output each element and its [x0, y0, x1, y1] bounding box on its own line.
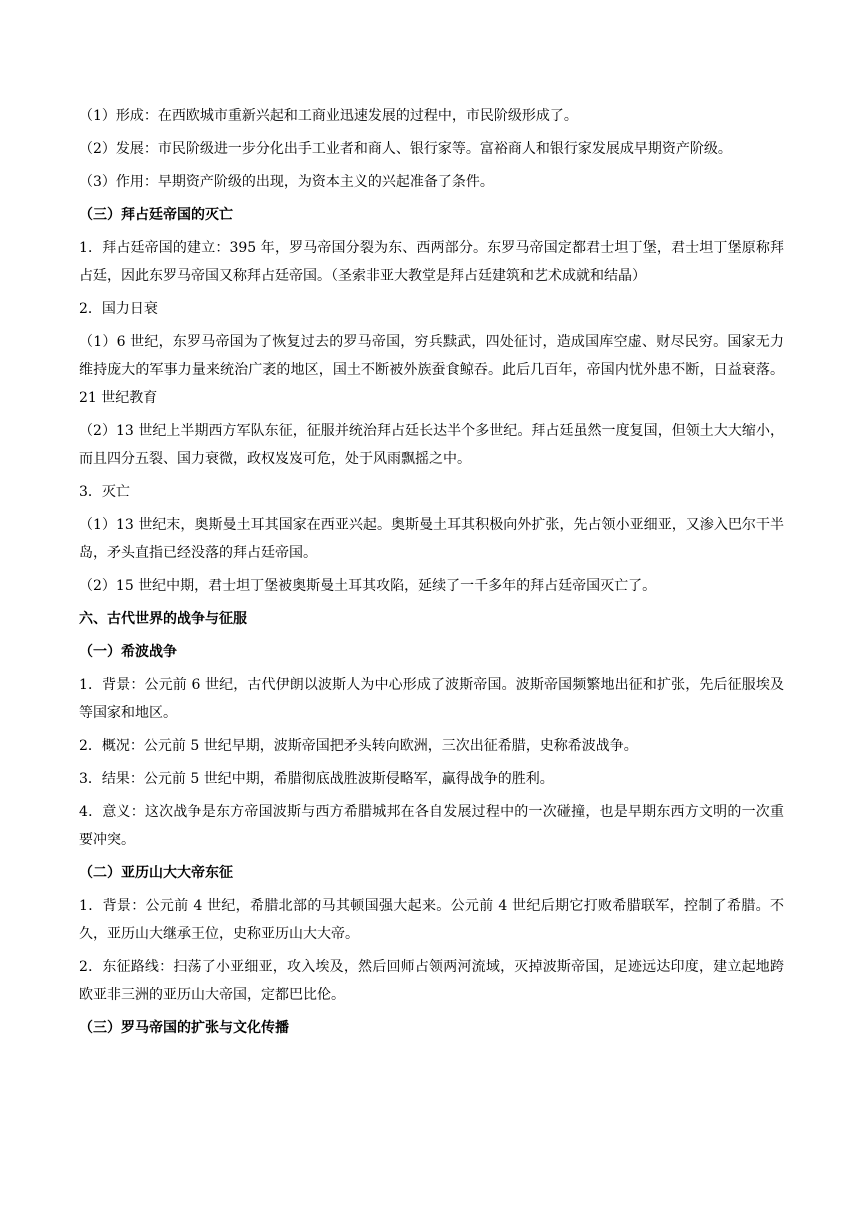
section-heading-roman-expansion: （三）罗马帝国的扩张与文化传播 [79, 1020, 289, 1036]
paragraph-decline-6th-century: （1）6 世纪，东罗马帝国为了恢复过去的罗马帝国，穷兵黩武，四处征讨，造成国库空虚、财尽民穷。国家无力维持庞大的军事力量来统治广袤的地区，国土不断被外族蚕食鲸吞。此后几百年，帝国内忧外患不断，日益衰落。21 世纪教育 [79, 334, 784, 406]
section-heading-byzantine-fall: （三）拜占廷帝国的灭亡 [79, 207, 233, 223]
paragraph-fall-constantinople: （2）15 世纪中期，君士坦丁堡被奥斯曼土耳其攻陷，延续了一千多年的拜占廷帝国灭亡了。 [79, 578, 657, 594]
paragraph-decline-13th-century: （2）13 世纪上半期西方军队东征，征服并统治拜占廷长达半个多世纪。拜占廷虽然一度复国，但领土大大缩小，而且四分五裂、国力衰微，政权岌岌可危，处于风雨飘摇之中。 [79, 423, 784, 467]
paragraph-fall-ottoman-rise: （1）13 世纪末，奥斯曼土耳其国家在西亚兴起。奥斯曼土耳其积极向外扩张，先占领小亚细亚，又渗入巴尔干半岛，矛头直指已经没落的拜占廷帝国。 [79, 517, 784, 561]
paragraph-byzantine-founding: 1．拜占廷帝国的建立：395 年，罗马帝国分裂为东、西两部分。东罗马帝国定都君士坦丁堡，君士坦丁堡原称拜占廷，因此东罗马帝国又称拜占廷帝国。（圣索非亚大教堂是拜占廷建筑和艺术成就和结晶） [79, 240, 784, 284]
paragraph-citizen-development: （2）发展：市民阶级进一步分化出手工业者和商人、银行家等。富裕商人和银行家发展成早期资产阶级。 [79, 141, 732, 157]
paragraph-citizen-formation: （1）形成：在西欧城市重新兴起和工商业迅速发展的过程中，市民阶级形成了。 [79, 108, 578, 124]
paragraph-decline-title: 2．国力日衰 [79, 301, 158, 317]
paragraph-citizen-effect: （3）作用：早期资产阶级的出现，为资本主义的兴起准备了条件。 [79, 174, 494, 190]
document-page [79, 102, 784, 1047]
section-heading-greco-persian-war: （一）希波战争 [79, 644, 177, 660]
paragraph-alexander-route: 2．东征路线：扫荡了小亚细亚，攻入埃及，然后回师占领两河流域，灭掉波斯帝国，足迹远达印度，建立起地跨欧亚非三洲的亚历山大帝国，定都巴比伦。 [79, 959, 784, 1003]
paragraph-fall-title: 3．灭亡 [79, 484, 130, 500]
paragraph-war-overview: 2．概况：公元前 5 世纪早期，波斯帝国把矛头转向欧洲，三次出征希腊，史称希波战争。 [79, 738, 638, 754]
paragraph-war-background: 1．背景：公元前 6 世纪，古代伊朗以波斯人为中心形成了波斯帝国。波斯帝国频繁地出征和扩张，先后征服埃及等国家和地区。 [79, 677, 784, 721]
paragraph-war-result: 3．结果：公元前 5 世纪中期，希腊彻底战胜波斯侵略军，赢得战争的胜利。 [79, 771, 554, 787]
paragraph-war-significance: 4．意义：这次战争是东方帝国波斯与西方希腊城邦在各自发展过程中的一次碰撞，也是早期东西方文明的一次重要冲突。 [79, 804, 784, 848]
paragraph-alexander-background: 1．背景：公元前 4 世纪，希腊北部的马其顿国强大起来。公元前 4 世纪后期它打败希腊联军，控制了希腊。不久，亚历山大继承王位，史称亚历山大大帝。 [79, 898, 784, 942]
section-heading-wars-conquest: 六、古代世界的战争与征服 [79, 611, 247, 627]
section-heading-alexander: （二）亚历山大大帝东征 [79, 865, 233, 881]
